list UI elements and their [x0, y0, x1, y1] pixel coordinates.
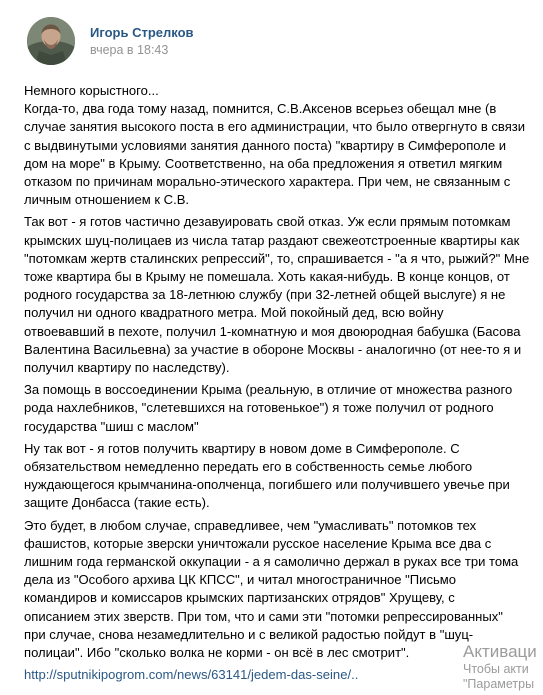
post-body [24, 82, 543, 685]
windows-activation-watermark [463, 642, 543, 695]
avatar-image [27, 17, 75, 65]
post-paragraph: За помощь в воссоединении Крыма (реальную, в отличие от множества разного рода нахлебников, "слетевшихся на готовенькое") я тоже получил от родного государства "шиш с маслом" [24, 382, 513, 434]
post-paragraph: Когда-то, два года тому назад, помнится, С.В.Аксенов всерьез обещал мне (в случае занятия высокого поста в его администрации, что было отвергнуто в связи с выдвинутыми условиями занятия данного поста) "квартиру в Симферополе и дом на море" в Крыму. Соответственно, на оба предложения я ответил мягким отказом по причинам морально-этического характера. При чем, не связанным с личным отношением к С.В. [24, 101, 526, 208]
watermark-line: "Параметры [463, 677, 535, 691]
post-paragraph: Так вот - я готов частично дезавуировать свой отказ. Уж если прямым потомкам крымских шуц-полицаев из числа татар раздают свежеотстроенные квартиры как "потомкам жертв сталинских репрессий", то, спрашивается - "а я что, рыжий?" Мне тоже квартира бы в Крыму не помешала. Хоть какая-нибудь. В конце концов, от родного государства за 18-летнюю службу (при 32-летней общей выслуге) я не получил ни одного квадратного метра. Мой покойный дед, всю войну отвоевавший в пехоте, получил 1-комнатную и моя двоюродная бабушка (Басова Валентина Васильевна) за участие в обороне Москвы - аналогично (от нее-то я и получил квартиру по наследству). [24, 214, 530, 376]
watermark-line: Чтобы акти [463, 662, 529, 676]
post-paragraph: Это будет, в любом случае, справедливее, чем "умасливать" потомков тех фашистов, которые зверски уничтожали русское население Крыма все два с лишним года германской оккупации - а я самолично держал в руках все три тома дела из "Особого архива ЦК КПСС", и читал многостраничное "Письмо командиров и комиссаров крымских партизанских отрядов" Хрущеву, с описанием этих зверств. При том, что и сами эти "потомки репрессированных" при случае, снова незамедлительно и с великой радостью пойдут в "шуц- полицаи". Ибо "сколько волка не корми - он всё в лес смотрит". [24, 517, 519, 661]
post-paragraph: Ну так вот - я готов получить квартиру в новом доме в Симферополе. С обязательством немедленно передать его в собственность семье любого нуждающегося крымчанина-ополченца, погибшего или получившего увечье при защите Донбасса (такие есть). [24, 440, 510, 511]
watermark-title: Активаци [463, 642, 537, 661]
author-name[interactable]: Игорь Стрелков [90, 25, 194, 40]
post-paragraph: Немного корыстного... [24, 83, 159, 98]
post-timestamp[interactable]: вчера в 18:43 [90, 43, 169, 57]
avatar[interactable] [27, 17, 75, 65]
post-link[interactable]: http://sputnikipogrom.com/news/63141/jedem-das-seine/.. [24, 667, 359, 683]
